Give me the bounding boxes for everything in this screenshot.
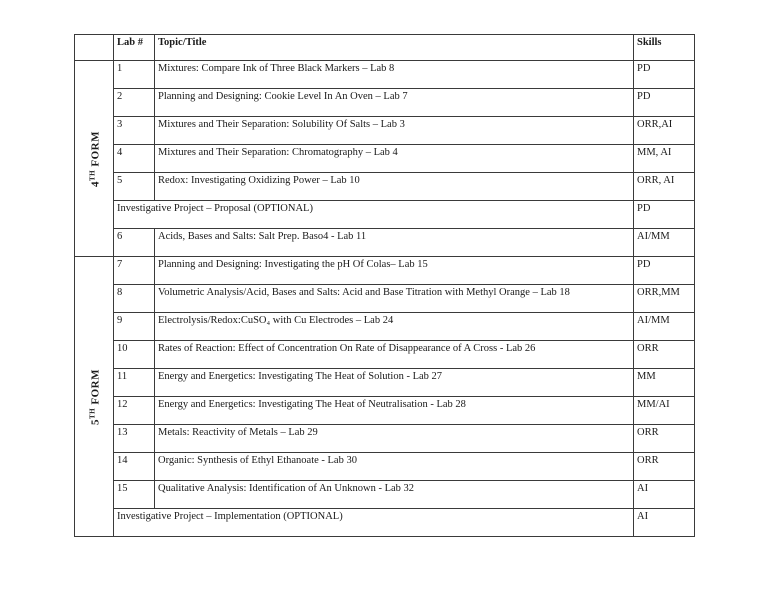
table-row bbox=[75, 313, 695, 341]
lab-skills: PD bbox=[634, 201, 695, 229]
lab-skills: ORR bbox=[634, 341, 695, 369]
header-skills: Skills bbox=[634, 35, 695, 61]
lab-topic: Electrolysis/Redox:CuSO₄ with Cu Electrodes – Lab 24 bbox=[155, 313, 634, 341]
table-row bbox=[75, 229, 695, 257]
lab-number: 15 bbox=[114, 481, 155, 509]
table-row bbox=[75, 257, 695, 285]
table-row bbox=[75, 285, 695, 313]
lab-skills: ORR,AI bbox=[634, 117, 695, 145]
lab-number: 2 bbox=[114, 89, 155, 117]
lab-number: 13 bbox=[114, 425, 155, 453]
lab-topic: Metals: Reactivity of Metals – Lab 29 bbox=[155, 425, 634, 453]
lab-skills: ORR bbox=[634, 425, 695, 453]
lab-number: 6 bbox=[114, 229, 155, 257]
lab-skills: ORR bbox=[634, 453, 695, 481]
table-row bbox=[75, 397, 695, 425]
lab-number: 12 bbox=[114, 397, 155, 425]
lab-skills: MM bbox=[634, 369, 695, 397]
lab-number: 3 bbox=[114, 117, 155, 145]
table-row bbox=[75, 453, 695, 481]
lab-skills: AI bbox=[634, 509, 695, 537]
lab-topic: Qualitative Analysis: Identification of An Unknown - Lab 32 bbox=[155, 481, 634, 509]
lab-number: 10 bbox=[114, 341, 155, 369]
lab-topic: Mixtures and Their Separation: Solubility Of Salts – Lab 3 bbox=[155, 117, 634, 145]
lab-topic: Mixtures and Their Separation: Chromatography – Lab 4 bbox=[155, 145, 634, 173]
project-proposal-topic: Investigative Project – Proposal (OPTIONAL) bbox=[114, 201, 634, 229]
table-row bbox=[75, 145, 695, 173]
project-implementation-topic: Investigative Project – Implementation (OPTIONAL) bbox=[114, 509, 634, 537]
lab-topic: Energy and Energetics: Investigating The Heat of Solution - Lab 27 bbox=[155, 369, 634, 397]
lab-topic: Redox: Investigating Oxidizing Power – Lab 10 bbox=[155, 173, 634, 201]
lab-topic: Planning and Designing: Investigating the pH Of Colas– Lab 15 bbox=[155, 257, 634, 285]
lab-number: 11 bbox=[114, 369, 155, 397]
lab-topic: Energy and Energetics: Investigating The Heat of Neutralisation - Lab 28 bbox=[155, 397, 634, 425]
lab-skills: PD bbox=[634, 61, 695, 89]
table-row bbox=[75, 61, 695, 89]
table-row bbox=[75, 341, 695, 369]
table-row bbox=[75, 425, 695, 453]
project-row bbox=[75, 509, 695, 537]
lab-skills: AI/MM bbox=[634, 313, 695, 341]
lab-topic: Acids, Bases and Salts: Salt Prep. Baso4 - Lab 11 bbox=[155, 229, 634, 257]
header-form bbox=[75, 35, 114, 61]
table-row bbox=[75, 173, 695, 201]
lab-number: 14 bbox=[114, 453, 155, 481]
lab-topic: Rates of Reaction: Effect of Concentration On Rate of Disappearance of A Cross - Lab 26 bbox=[155, 341, 634, 369]
lab-skills: MM/AI bbox=[634, 397, 695, 425]
lab-number: 5 bbox=[114, 173, 155, 201]
lab-topic: Planning and Designing: Cookie Level In An Oven – Lab 7 bbox=[155, 89, 634, 117]
form-4-label: 4TH FORM bbox=[88, 130, 102, 187]
lab-number: 9 bbox=[114, 313, 155, 341]
form-4-label-cell bbox=[75, 61, 114, 257]
lab-skills: ORR, AI bbox=[634, 173, 695, 201]
header-topic-title: Topic/Title bbox=[155, 35, 634, 61]
form-5-label-cell bbox=[75, 257, 114, 537]
table-row bbox=[75, 369, 695, 397]
lab-skills: PD bbox=[634, 89, 695, 117]
header-row bbox=[75, 35, 695, 61]
lab-number: 1 bbox=[114, 61, 155, 89]
lab-topic: Volumetric Analysis/Acid, Bases and Salts: Acid and Base Titration with Methyl Orange – Lab 18 bbox=[155, 285, 634, 313]
lab-topic: Mixtures: Compare Ink of Three Black Markers – Lab 8 bbox=[155, 61, 634, 89]
lab-number: 7 bbox=[114, 257, 155, 285]
form-5-label: 5TH FORM bbox=[88, 368, 102, 425]
table-row bbox=[75, 89, 695, 117]
lab-skills: ORR,MM bbox=[634, 285, 695, 313]
lab-skills: MM, AI bbox=[634, 145, 695, 173]
lab-number: 8 bbox=[114, 285, 155, 313]
table-row bbox=[75, 481, 695, 509]
lab-skills: AI/MM bbox=[634, 229, 695, 257]
header-lab-number: Lab # bbox=[114, 35, 155, 61]
lab-skills: PD bbox=[634, 257, 695, 285]
lab-topic: Organic: Synthesis of Ethyl Ethanoate - Lab 30 bbox=[155, 453, 634, 481]
project-row bbox=[75, 201, 695, 229]
lab-number: 4 bbox=[114, 145, 155, 173]
table-row bbox=[75, 117, 695, 145]
lab-skills: AI bbox=[634, 481, 695, 509]
lab-schedule-table bbox=[74, 34, 695, 537]
